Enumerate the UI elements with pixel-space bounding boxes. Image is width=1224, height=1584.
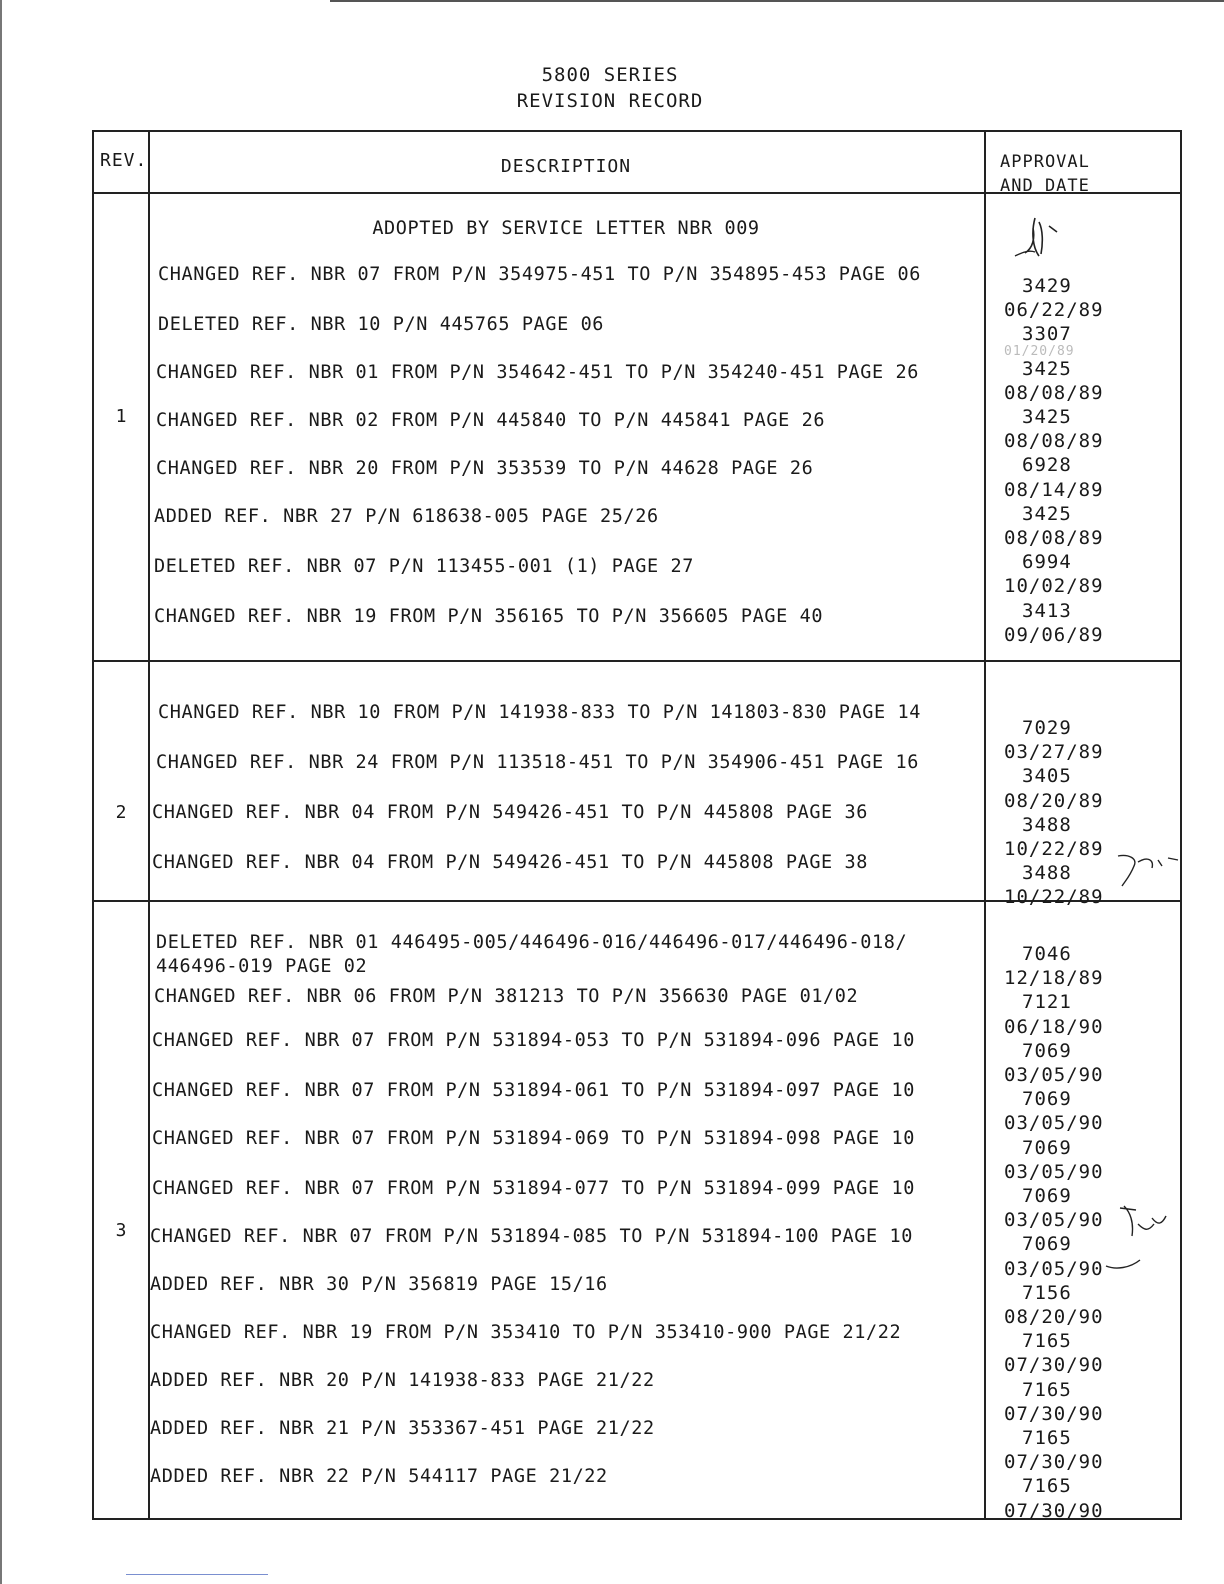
approval-date: 03/27/89 (1004, 741, 1104, 764)
handwritten-initials-3 (1100, 1200, 1190, 1280)
approval-date: 10/02/89 (1004, 575, 1104, 598)
rev-2-description-4: CHANGED REF. NBR 04 FROM P/N 549426-451 TO P/N 445808 PAGE 38 (152, 852, 869, 873)
approval-date: 08/20/90 (1004, 1306, 1104, 1329)
rev-3-description-5: CHANGED REF. NBR 07 FROM P/N 531894-069 TO P/N 531894-098 PAGE 10 (152, 1128, 915, 1149)
handwritten-initials-1 (1005, 208, 1085, 268)
rev-2-description-3: CHANGED REF. NBR 04 FROM P/N 549426-451 TO P/N 445808 PAGE 36 (152, 802, 869, 823)
approval-number: 3405 (1022, 765, 1072, 788)
approval-date: 03/05/90 (1004, 1160, 1104, 1183)
approval-date: 09/06/89 (1004, 623, 1104, 646)
approval-date: 08/08/89 (1004, 527, 1104, 550)
page-top-edge (330, 0, 1224, 2)
rev-3-description-9: CHANGED REF. NBR 19 FROM P/N 353410 TO P/N 353410-900 PAGE 21/22 (150, 1322, 902, 1343)
approval-number: 7069 (1022, 1185, 1072, 1208)
approval-date: 03/05/90 (1004, 1064, 1104, 1087)
rev-3-description-4: CHANGED REF. NBR 07 FROM P/N 531894-061 TO P/N 531894-097 PAGE 10 (152, 1080, 915, 1101)
approval-date: 08/08/89 (1004, 381, 1104, 404)
rev-3-description-8: ADDED REF. NBR 30 P/N 356819 PAGE 15/16 (150, 1274, 608, 1295)
rev-number-1: 1 (115, 406, 127, 427)
page-bottom-mark (126, 1574, 268, 1575)
approval-date: 06/22/89 (1004, 299, 1104, 322)
document-subtitle: REVISION RECORD (516, 90, 704, 112)
column-header-rev: REV. (100, 150, 148, 171)
rev-3-description-6: CHANGED REF. NBR 07 FROM P/N 531894-077 TO P/N 531894-099 PAGE 10 (152, 1178, 915, 1199)
approval-number: 3488 (1022, 862, 1072, 885)
approval-date: 08/08/89 (1004, 430, 1104, 453)
rev-2-description-1: CHANGED REF. NBR 10 FROM P/N 141938-833 TO P/N 141803-830 PAGE 14 (158, 702, 921, 723)
rev-3-description-1-cont: 446496-019 PAGE 02 (156, 956, 368, 977)
approval-number: 6928 (1022, 454, 1072, 477)
approval-number: 7121 (1022, 991, 1072, 1014)
approval-header-line1: APPROVAL (1000, 152, 1090, 172)
approval-number: 7046 (1022, 943, 1072, 965)
rev-3-description-2: CHANGED REF. NBR 06 FROM P/N 381213 TO P/N 356630 PAGE 01/02 (154, 986, 859, 1007)
approval-number: 3413 (1022, 599, 1072, 622)
approval-date: 10/22/89 (1004, 886, 1104, 909)
handwritten-initials-2 (1108, 846, 1188, 896)
approval-header-line2: AND DATE (1000, 176, 1090, 196)
approval-number: 3307 (1022, 323, 1072, 346)
approval-number: 7165 (1022, 1330, 1072, 1353)
approval-number: 7165 (1022, 1378, 1072, 1401)
approval-number: 3425 (1022, 406, 1072, 429)
approval-date: 03/05/90 (1004, 1257, 1104, 1280)
column-header-description: DESCRIPTION (500, 156, 632, 177)
approval-number: 7069 (1022, 1039, 1072, 1062)
approval-number: 7069 (1022, 1233, 1072, 1256)
approval-number: 7165 (1022, 1427, 1072, 1450)
rev-1-description-6: ADDED REF. NBR 27 P/N 618638-005 PAGE 25/26 (154, 506, 659, 527)
rev-3-description-7: CHANGED REF. NBR 07 FROM P/N 531894-085 TO P/N 531894-100 PAGE 10 (150, 1226, 913, 1247)
approval-number: 3425 (1022, 357, 1072, 380)
approval-number: 3425 (1022, 502, 1072, 525)
approval-date: 03/05/90 (1004, 1112, 1104, 1135)
rev-1-heading: ADOPTED BY SERVICE LETTER NBR 009 (372, 218, 760, 239)
approval-date: 07/30/90 (1004, 1499, 1104, 1522)
approval-number: 3429 (1022, 275, 1072, 297)
approval-date: 10/22/89 (1004, 838, 1104, 861)
row-divider-1 (94, 660, 1180, 662)
approval-number: 7156 (1022, 1281, 1072, 1304)
approval-date: 07/30/90 (1004, 1402, 1104, 1425)
approval-number: 7069 (1022, 1136, 1072, 1159)
rev-2-description-2: CHANGED REF. NBR 24 FROM P/N 113518-451 TO P/N 354906-451 PAGE 16 (156, 752, 919, 773)
approval-number: 6994 (1022, 551, 1072, 574)
column-header-approval (1000, 150, 1180, 198)
approval-date: 08/20/89 (1004, 789, 1104, 812)
rev-1-description-1: CHANGED REF. NBR 07 FROM P/N 354975-451 TO P/N 354895-453 PAGE 06 (158, 264, 921, 285)
rev-1-description-8: CHANGED REF. NBR 19 FROM P/N 356165 TO P/N 356605 PAGE 40 (154, 606, 824, 627)
rev-number-3: 3 (115, 1220, 127, 1241)
rev-1-description-7: DELETED REF. NBR 07 P/N 113455-001 (1) PAGE 27 (154, 556, 694, 577)
rev-3-description-12: ADDED REF. NBR 22 P/N 544117 PAGE 21/22 (150, 1466, 608, 1487)
rev-3-description-1: DELETED REF. NBR 01 446495-005/446496-016/446496-017/446496-018/ (156, 932, 908, 953)
rev-1-description-4: CHANGED REF. NBR 02 FROM P/N 445840 TO P/N 445841 PAGE 26 (156, 410, 826, 431)
rev-3-description-11: ADDED REF. NBR 21 P/N 353367-451 PAGE 21/22 (150, 1418, 655, 1439)
revision-table (92, 130, 1182, 1520)
approval-date: 01/20/89 (1004, 343, 1075, 359)
approval-date: 12/18/89 (1004, 967, 1104, 990)
rev-1-approvals (990, 274, 1180, 647)
rev-1-description-5: CHANGED REF. NBR 20 FROM P/N 353539 TO P/N 44628 PAGE 26 (156, 458, 814, 479)
approval-date: 06/18/90 (1004, 1015, 1104, 1038)
column-divider-approval (984, 132, 986, 1518)
approval-number: 7029 (1022, 717, 1072, 739)
approval-number: 7069 (1022, 1088, 1072, 1111)
document-title: 5800 SERIES (541, 64, 679, 86)
approval-number: 3488 (1022, 813, 1072, 836)
page-left-edge (0, 0, 2, 1584)
approval-date: 07/30/90 (1004, 1354, 1104, 1377)
rev-1-description-3: CHANGED REF. NBR 01 FROM P/N 354642-451 TO P/N 354240-451 PAGE 26 (156, 362, 919, 383)
rev-3-description-10: ADDED REF. NBR 20 P/N 141938-833 PAGE 21/22 (150, 1370, 655, 1391)
approval-number: 7165 (1022, 1475, 1072, 1498)
rev-number-2: 2 (115, 802, 127, 823)
rev-3-description-3: CHANGED REF. NBR 07 FROM P/N 531894-053 TO P/N 531894-096 PAGE 10 (152, 1030, 915, 1051)
approval-date: 03/05/90 (1004, 1209, 1104, 1232)
rev-1-description-2: DELETED REF. NBR 10 P/N 445765 PAGE 06 (158, 314, 605, 335)
approval-date: 08/14/89 (1004, 478, 1104, 501)
approval-date: 07/30/90 (1004, 1451, 1104, 1474)
column-divider-rev (148, 132, 150, 1518)
